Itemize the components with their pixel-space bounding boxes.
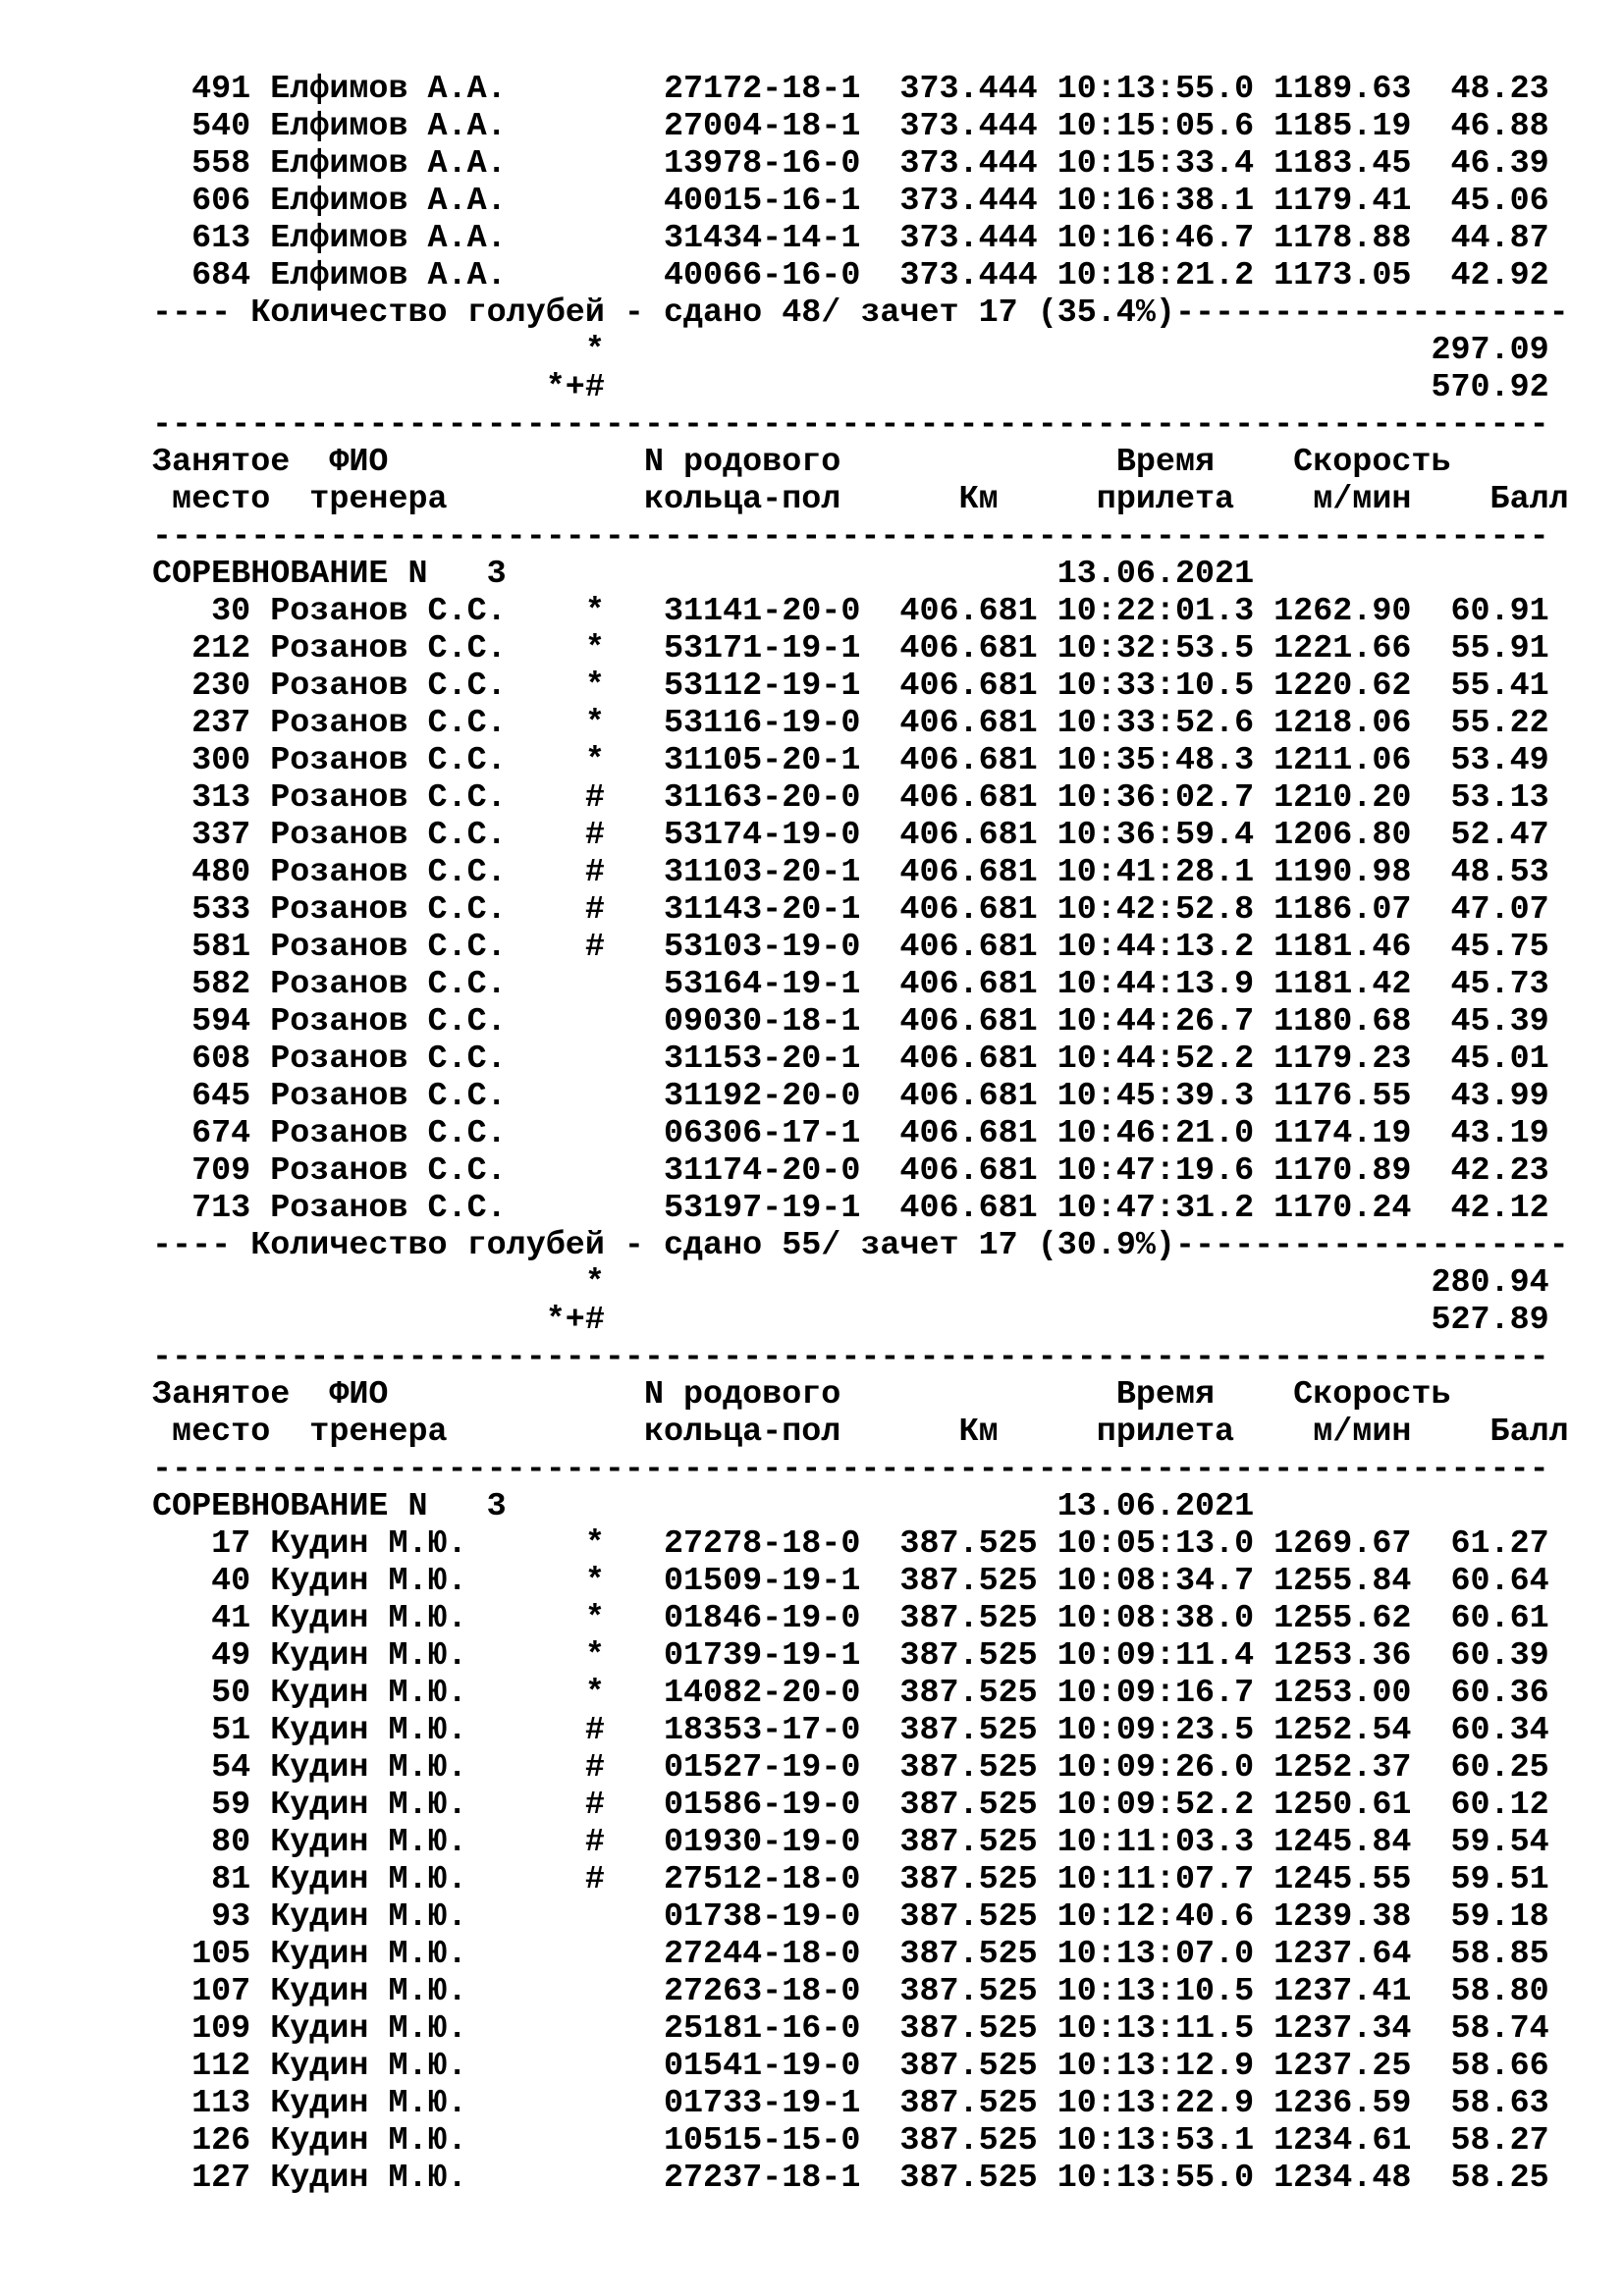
text-line: * 297.09 xyxy=(152,332,1549,369)
text-line: 51 Кудин М.Ю. # 18353-17-0 387.525 10:09:23.5 1252.54 60.34 xyxy=(152,1712,1549,1749)
text-line: 558 Елфимов А.А. 13978-16-0 373.444 10:15:33.4 1183.45 46.39 xyxy=(152,145,1549,183)
text-line: СОРЕВНОВАНИЕ N 3 13.06.2021 xyxy=(152,1488,1255,1525)
text-line: 533 Розанов С.С. # 31143-20-1 406.681 10:42:52.8 1186.07 47.07 xyxy=(152,891,1549,929)
text-line: 300 Розанов С.С. * 31105-20-1 406.681 10:35:48.3 1211.06 53.49 xyxy=(152,742,1549,779)
text-line: 54 Кудин М.Ю. # 01527-19-0 387.525 10:09:26.0 1252.37 60.25 xyxy=(152,1749,1549,1787)
text-line: 17 Кудин М.Ю. * 27278-18-0 387.525 10:05:13.0 1269.67 61.27 xyxy=(152,1525,1549,1563)
text-line: 127 Кудин М.Ю. 27237-18-1 387.525 10:13:55.0 1234.48 58.25 xyxy=(152,2160,1549,2197)
text-line: 80 Кудин М.Ю. # 01930-19-0 387.525 10:11:03.3 1245.84 59.54 xyxy=(152,1824,1549,1861)
text-line: ----------------------------------------------------------------------- xyxy=(152,1451,1549,1488)
text-line: *+# 570.92 xyxy=(152,369,1549,406)
text-line: Занятое ФИО N родового Время Скорость xyxy=(152,444,1451,481)
text-line: место тренера кольца-пол Км прилета м/мин Балл xyxy=(152,1414,1569,1451)
text-line: 230 Розанов С.С. * 53112-19-1 406.681 10:33:10.5 1220.62 55.41 xyxy=(152,667,1549,705)
text-line: 50 Кудин М.Ю. * 14082-20-0 387.525 10:09:16.7 1253.00 60.36 xyxy=(152,1675,1549,1712)
text-line: 93 Кудин М.Ю. 01738-19-0 387.525 10:12:40.6 1239.38 59.18 xyxy=(152,1898,1549,1936)
report-section xyxy=(152,1376,1569,2197)
report-section xyxy=(152,444,1569,1376)
text-line: 337 Розанов С.С. # 53174-19-0 406.681 10:36:59.4 1206.80 52.47 xyxy=(152,817,1549,854)
text-line: ----------------------------------------------------------------------- xyxy=(152,406,1549,444)
text-line: 608 Розанов С.С. 31153-20-1 406.681 10:44:52.2 1179.23 45.01 xyxy=(152,1041,1549,1078)
text-line: 126 Кудин М.Ю. 10515-15-0 387.525 10:13:53.1 1234.61 58.27 xyxy=(152,2122,1549,2160)
text-line: 40 Кудин М.Ю. * 01509-19-1 387.525 10:08:34.7 1255.84 60.64 xyxy=(152,1563,1549,1600)
text-line: 41 Кудин М.Ю. * 01846-19-0 387.525 10:08:38.0 1255.62 60.61 xyxy=(152,1600,1549,1637)
text-line: 582 Розанов С.С. 53164-19-1 406.681 10:44:13.9 1181.42 45.73 xyxy=(152,966,1549,1003)
text-line: *+# 527.89 xyxy=(152,1302,1549,1339)
text-line: 713 Розанов С.С. 53197-19-1 406.681 10:47:31.2 1170.24 42.12 xyxy=(152,1190,1549,1227)
text-line: 49 Кудин М.Ю. * 01739-19-1 387.525 10:09:11.4 1253.36 60.39 xyxy=(152,1637,1549,1675)
text-line: ---- Количество голубей - сдано 55/ зачет 17 (30.9%)-------------------- xyxy=(152,1227,1569,1264)
report-section xyxy=(152,71,1569,444)
text-line: 491 Елфимов А.А. 27172-18-1 373.444 10:13:55.0 1189.63 48.23 xyxy=(152,71,1549,108)
text-line: 480 Розанов С.С. # 31103-20-1 406.681 10:41:28.1 1190.98 48.53 xyxy=(152,854,1549,891)
text-line: ----------------------------------------------------------------------- xyxy=(152,1339,1549,1376)
text-line: 540 Елфимов А.А. 27004-18-1 373.444 10:15:05.6 1185.19 46.88 xyxy=(152,108,1549,145)
text-line: 59 Кудин М.Ю. # 01586-19-0 387.525 10:09:52.2 1250.61 60.12 xyxy=(152,1787,1549,1824)
text-line: 81 Кудин М.Ю. # 27512-18-0 387.525 10:11:07.7 1245.55 59.51 xyxy=(152,1861,1549,1898)
text-line: 113 Кудин М.Ю. 01733-19-1 387.525 10:13:22.9 1236.59 58.63 xyxy=(152,2085,1549,2122)
text-line: 237 Розанов С.С. * 53116-19-0 406.681 10:33:52.6 1218.06 55.22 xyxy=(152,705,1549,742)
text-line: 112 Кудин М.Ю. 01541-19-0 387.525 10:13:12.9 1237.25 58.66 xyxy=(152,2048,1549,2085)
text-line: * 280.94 xyxy=(152,1264,1549,1302)
text-line: место тренера кольца-пол Км прилета м/мин Балл xyxy=(152,481,1569,518)
results-printout xyxy=(152,71,1569,2197)
text-line: 581 Розанов С.С. # 53103-19-0 406.681 10:44:13.2 1181.46 45.75 xyxy=(152,929,1549,966)
text-line: 606 Елфимов А.А. 40015-16-1 373.444 10:16:38.1 1179.41 45.06 xyxy=(152,183,1549,220)
text-line: 105 Кудин М.Ю. 27244-18-0 387.525 10:13:07.0 1237.64 58.85 xyxy=(152,1936,1549,1973)
text-line: 107 Кудин М.Ю. 27263-18-0 387.525 10:13:10.5 1237.41 58.80 xyxy=(152,1973,1549,2010)
text-line: 109 Кудин М.Ю. 25181-16-0 387.525 10:13:11.5 1237.34 58.74 xyxy=(152,2010,1549,2048)
text-line: ----------------------------------------------------------------------- xyxy=(152,518,1549,556)
text-line: 30 Розанов С.С. * 31141-20-0 406.681 10:22:01.3 1262.90 60.91 xyxy=(152,593,1549,630)
text-line: 212 Розанов С.С. * 53171-19-1 406.681 10:32:53.5 1221.66 55.91 xyxy=(152,630,1549,667)
text-line: 645 Розанов С.С. 31192-20-0 406.681 10:45:39.3 1176.55 43.99 xyxy=(152,1078,1549,1115)
text-line: ---- Количество голубей - сдано 48/ зачет 17 (35.4%)-------------------- xyxy=(152,294,1569,332)
text-line: 709 Розанов С.С. 31174-20-0 406.681 10:47:19.6 1170.89 42.23 xyxy=(152,1152,1549,1190)
text-line: 684 Елфимов А.А. 40066-16-0 373.444 10:18:21.2 1173.05 42.92 xyxy=(152,257,1549,294)
text-line: СОРЕВНОВАНИЕ N 3 13.06.2021 xyxy=(152,556,1255,593)
text-line: 594 Розанов С.С. 09030-18-1 406.681 10:44:26.7 1180.68 45.39 xyxy=(152,1003,1549,1041)
text-line: 674 Розанов С.С. 06306-17-1 406.681 10:46:21.0 1174.19 43.19 xyxy=(152,1115,1549,1152)
text-line: 613 Елфимов А.А. 31434-14-1 373.444 10:16:46.7 1178.88 44.87 xyxy=(152,220,1549,257)
text-line: 313 Розанов С.С. # 31163-20-0 406.681 10:36:02.7 1210.20 53.13 xyxy=(152,779,1549,817)
text-line: Занятое ФИО N родового Время Скорость xyxy=(152,1376,1451,1414)
